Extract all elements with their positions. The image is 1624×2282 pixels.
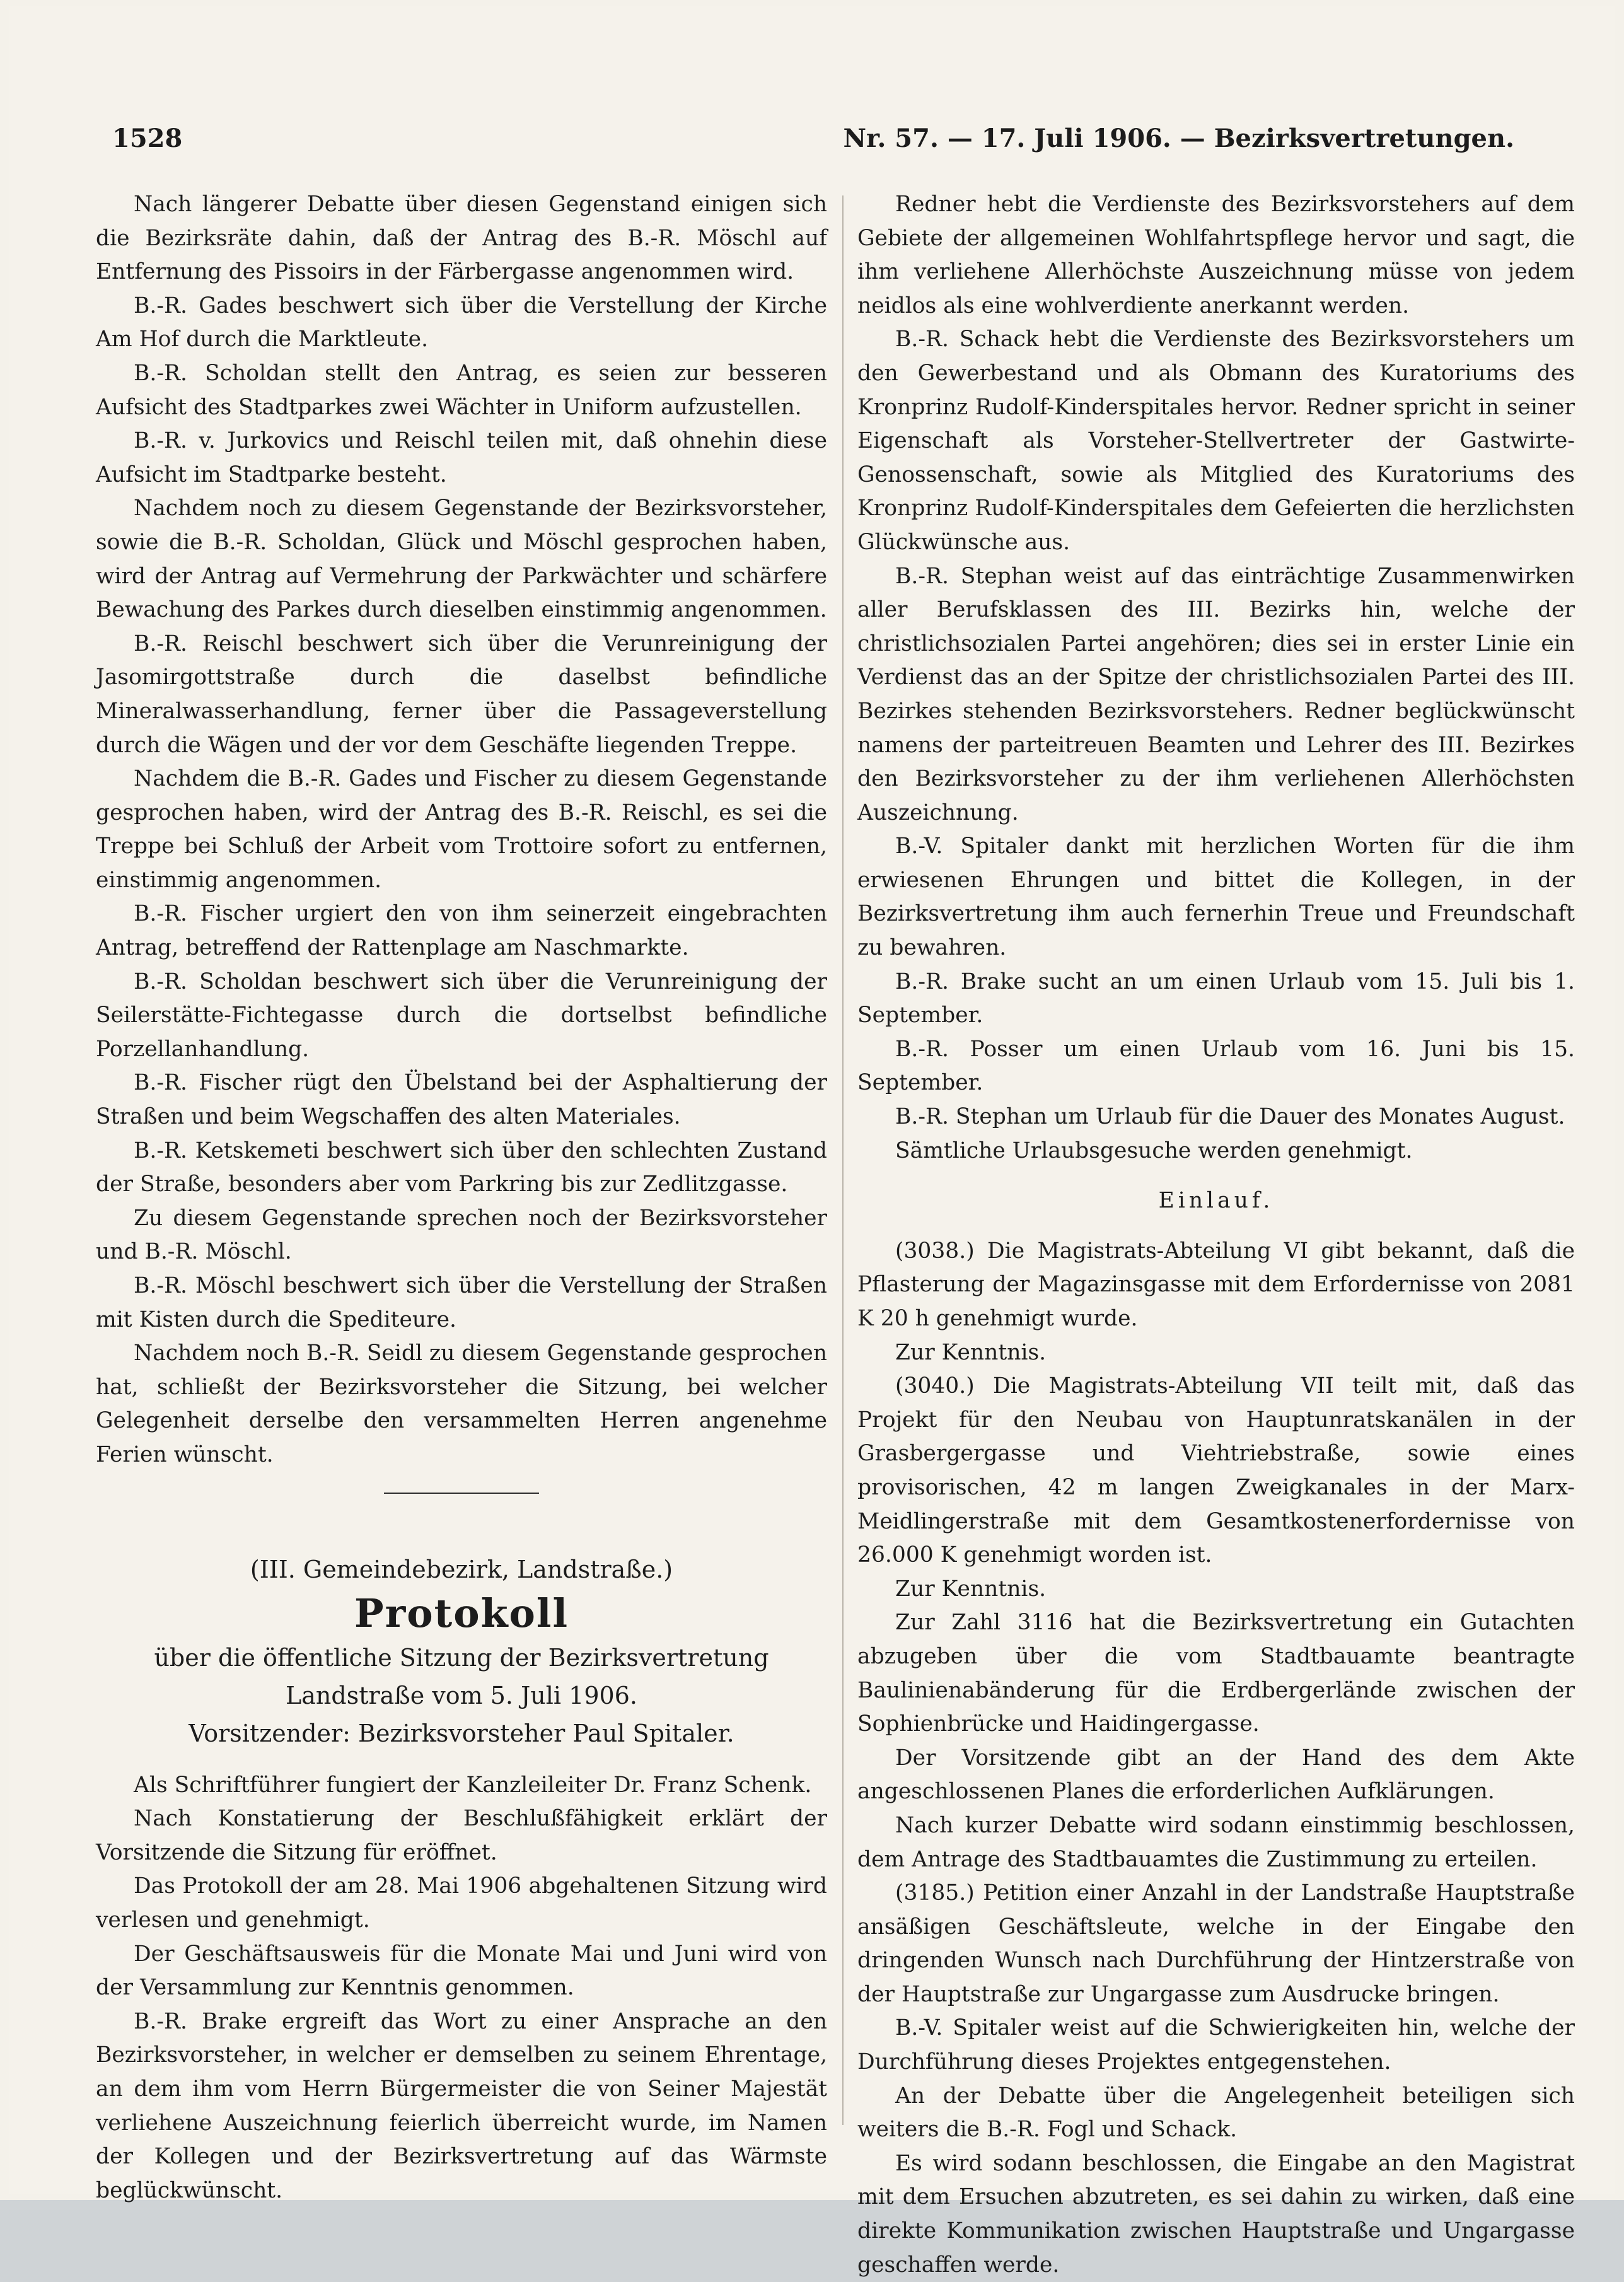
paragraph: B.-R. Ketskemeti beschwert sich über den schlechten Zustand der Straße, besonders aber vom Parkring bis zur Zedlitzgasse. [96,1138,827,1197]
paragraph: Der Vorsitzende gibt an der Hand des dem Akte angeschlossenen Planes die erforderlichen Aufklärungen. [857,1745,1575,1805]
einlauf-heading: Einlauf. [1158,1188,1274,1214]
paragraph: Nachdem noch B.-R. Seidl zu diesem Gegenstande gesprochen hat, schließt der Bezirksvorsteher die Sitzung, bei welcher Gelegenheit derselbe den versammelten Herren angenehme Ferien wünscht. [96,1341,827,1467]
paragraph: B.-R. Posser um einen Urlaub vom 16. Juni bis 15. September. [857,1036,1575,1096]
protocol-title: Protokoll [354,1590,569,1636]
paragraph: Zur Kenntnis. [895,1576,1047,1602]
protocol-chair: Vorsitzender: Bezirksvorsteher Paul Spitaler. [188,1719,734,1747]
paragraph: Es wird sodann beschlossen, die Eingabe an den Magistrat mit dem Ersuchen abzutreten, es sei dahin zu wirken, daß eine direkte Kommunikation zwischen Hauptstraße und Ungargasse geschaffen werde. [857,2150,1575,2278]
paragraph: Nach längerer Debatte über diesen Gegenstand einigen sich die Bezirksräte dahin, daß der Antrag des B.-R. Möschl auf Entfernung des Pissoirs in der Färbergasse angenommen wird. [96,192,827,285]
district-heading: (III. Gemeindebezirk, Landstraße.) [250,1555,673,1583]
paragraph: B.-R. Scholdan stellt den Antrag, es seien zur besseren Aufsicht des Stadtparkes zwei Wächter in Uniform aufzustellen. [96,360,827,420]
paragraph: B.-R. Fischer rügt den Übelstand bei der Asphaltierung der Straßen und beim Wegschaffen des alten Materiales. [96,1070,827,1130]
paragraph: Nachdem noch zu diesem Gegenstande der Bezirksvorsteher, sowie die B.-R. Scholdan, Glück und Möschl gesprochen haben, wird der Antrag auf Vermehrung der Parkwächter und schärfere Bewachung des Parkes durch dieselben einstimmig angenommen. [96,496,827,623]
paragraph: B.-R. Schack hebt die Verdienste des Bezirksvorstehers um den Gewerbestand und als Obmann des Kuratoriums des Kronprinz Rudolf-Kinderspitales hervor. Redner spricht in seiner Eigenschaft als Vorsteher-Stellvertreter der Gastwirte-Genossenschaft, sowie als Mitglied des Kuratoriums des Kronprinz Rudolf-Kinderspitales dem Gefeierten die herzlichsten Glückwünsche aus. [857,327,1575,555]
paragraph: (3040.) Die Magistrats-Abteilung VII teilt mit, daß das Projekt für den Neubau von Hauptunratskanälen in der Grasbergergasse und Viehtriebstraße, sowie eines provisorischen, 42 m langen Zweigkanales in der Marx-Meidlingerstraße mit dem Gesamtkostenerfordernisse von 26.000 K genehmigt worden ist. [857,1373,1575,1568]
paragraph: B.-R. Möschl beschwert sich über die Verstellung der Straßen mit Kisten durch die Spediteure. [96,1273,827,1332]
paragraph: B.-R. Gades beschwert sich über die Verstellung der Kirche Am Hof durch die Marktleute. [96,293,827,352]
paragraph: B.-V. Spitaler dankt mit herzlichen Worten für die ihm erwiesenen Ehrungen und bittet die Kollegen, in der Bezirksvertretung ihm auch fernerhin Treue und Freundschaft zu bewahren. [857,834,1575,961]
column-divider [842,195,844,2125]
paragraph: Das Protokoll der am 28. Mai 1906 abgehaltenen Sitzung wird verlesen und genehmigt. [96,1873,827,1933]
paragraph: Redner hebt die Verdienste des Bezirksvorstehers auf dem Gebiete der allgemeinen Wohlfahrtspflege hervor und sagt, die ihm verliehene Allerhöchste Auszeichnung müsse von jedem neidlos als eine wohlverdiente anerkannt werden. [857,192,1575,318]
page-header [112,124,1514,161]
paragraph: Nachdem die B.-R. Gades und Fischer zu diesem Gegenstande gesprochen haben, wird der Antrag des B.-R. Reischl, es sei die Treppe bei Schluß der Arbeit vom Trottoire sofort zu entfernen, einstimmig angenommen. [96,766,827,893]
paragraph: Nach Konstatierung der Beschlußfähigkeit erklärt der Vorsitzende die Sitzung für eröffnet. [96,1806,827,1865]
paragraph: Nach kurzer Debatte wird sodann einstimmig beschlossen, dem Antrage des Stadtbauamtes die Zustimmung zu erteilen. [857,1812,1575,1872]
paragraph: Zur Zahl 3116 hat die Bezirksvertretung ein Gutachten abzugeben über die vom Stadtbauamte beantragte Baulinienabänderung für die Erdbergerlände zwischen der Sophienbrücke und Haidingergasse. [857,1610,1575,1737]
running-title: Nr. 57. — 17. Juli 1906. — Bezirksvertretungen. [843,124,1514,153]
paragraph: B.-R. Brake ergreift das Wort zu einer Ansprache an den Bezirksvorsteher, in welcher er demselben zu seinem Ehrentage, an dem ihm vom Herrn Bürgermeister die von Seiner Majestät verliehene Auszeichnung feierlich überreicht wurde, im Namen der Kollegen und der Bezirksvertretung auf das Wärmste beglückwünscht. [96,2008,827,2203]
right-column [857,188,1575,2282]
paragraph: (3038.) Die Magistrats-Abteilung VI gibt bekannt, daß die Pflasterung der Magazinsgasse mit dem Erfordernisse von 2081 K 20 h genehmigt wurde. [857,1238,1575,1331]
paragraph: B.-R. Stephan weist auf das einträchtige Zusammenwirken aller Berufsklassen des III. Bezirks hin, welche der christlichsozialen Partei angehören; dies sei in erster Linie ein Verdienst das an der Spitze der christlichsozialen Partei des III. Bezirkes stehenden Bezirksvorstehers. Redner beglückwünscht namens der parteitreuen Beamten und Lehrer des III. Bezirkes den Bezirksvorsteher zu der ihm verliehenen Allerhöchsten Auszeichnung. [857,563,1575,825]
page-number: 1528 [112,124,183,153]
paragraph: Zu diesem Gegenstande sprechen noch der Bezirksvorsteher und B.-R. Möschl. [96,1205,827,1265]
paragraph: B.-R. Fischer urgiert den von ihm seinerzeit eingebrachten Antrag, betreffend der Rattenplage am Naschmarkte. [96,901,827,961]
paragraph: An der Debatte über die Angelegenheit beteiligen sich weiters die B.-R. Fogl und Schack. [857,2083,1575,2143]
paragraph: B.-R. Reischl beschwert sich über die Verunreinigung der Jasomirgottstraße durch die daselbst befindliche Mineralwasserhandlung, ferner über die Passageverstellung durch die Wägen und der vor dem Geschäfte liegenden Treppe. [96,631,827,758]
left-column [96,188,827,2208]
paragraph: Zur Kenntnis. [895,1339,1047,1365]
paragraph: B.-R. Stephan um Urlaub für die Dauer des Monates August. [895,1104,1565,1130]
protocol-subtitle-2: Landstraße vom 5. Juli 1906. [286,1681,637,1709]
paragraph: (3185.) Petition einer Anzahl in der Landstraße Hauptstraße ansäßigen Geschäftsleute, welche in der Eingabe den dringenden Wunsch nach Durchführung der Hintzerstraße von der Hauptstraße zur Ungargasse zum Ausdrucke bringen. [857,1880,1575,2007]
paragraph: B.-V. Spitaler weist auf die Schwierigkeiten hin, welche der Durchführung dieses Projektes entgegenstehen. [857,2015,1575,2075]
paragraph: B.-R. Scholdan beschwert sich über die Verunreinigung der Seilerstätte-Fichtegasse durch die dortselbst befindliche Porzellanhandlung. [96,969,827,1062]
page-frame [9,6,1615,2278]
paragraph: B.-R. Brake sucht an um einen Urlaub vom 15. Juli bis 1. September. [857,969,1575,1028]
paragraph: Als Schriftführer fungiert der Kanzleileiter Dr. Franz Schenk. [134,1772,812,1798]
paragraph: B.-R. v. Jurkovics und Reischl teilen mit, daß ohnehin diese Aufsicht im Stadtparke besteht. [96,428,827,487]
paragraph: Der Geschäftsausweis für die Monate Mai und Juni wird von der Versammlung zur Kenntnis genommen. [96,1941,827,2001]
protocol-subtitle-1: über die öffentliche Sitzung der Bezirksvertretung [154,1643,769,1672]
section-divider [384,1493,539,1494]
paragraph: Sämtliche Urlaubsgesuche werden genehmigt. [895,1138,1413,1163]
